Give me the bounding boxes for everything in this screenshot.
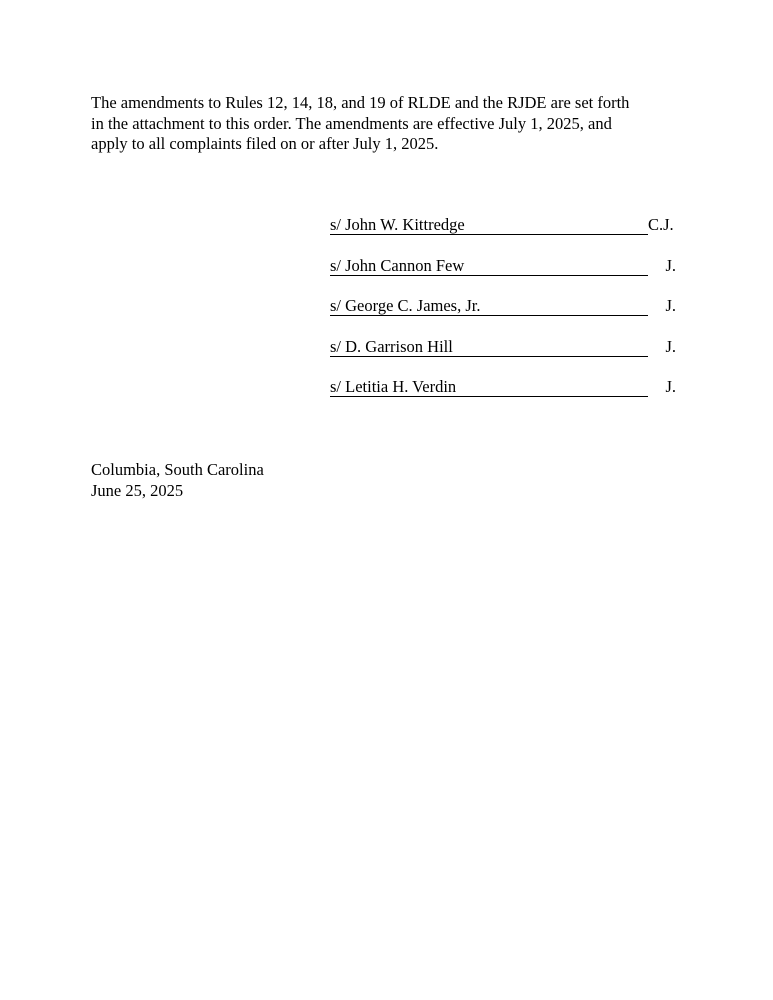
signature-row [330, 296, 682, 316]
signature-name: s/ George C. James, Jr. [330, 296, 648, 316]
order-line-1: The amendments to Rules 12, 14, 18, and 19 of RLDE and the RJDE are set forth [91, 93, 630, 112]
signature-name: s/ John W. Kittredge [330, 215, 648, 235]
signature-row [330, 377, 682, 397]
signature-title: J. [665, 336, 676, 356]
signature-name: s/ John Cannon Few [330, 256, 648, 276]
signature-row [330, 215, 682, 235]
order-line-2: in the attachment to this order. The amendments are effective July 1, 2025, and [91, 113, 612, 133]
date: June 25, 2025 [91, 480, 184, 500]
signature-block [330, 215, 682, 418]
place-date-block [91, 460, 264, 501]
signature-row [330, 256, 682, 276]
signature-title: J. [665, 296, 676, 315]
signature-title: C.J. [648, 215, 674, 234]
signature-name: s/ D. Garrison Hill [330, 337, 648, 357]
signature-title: J. [665, 377, 676, 396]
place: Columbia, South Carolina [91, 460, 264, 479]
signature-row [330, 337, 682, 357]
order-line-3: apply to all complaints filed on or after July 1, 2025. [91, 134, 439, 153]
signature-title: J. [665, 255, 676, 275]
signature-name: s/ Letitia H. Verdin [330, 377, 648, 397]
order-paragraph [91, 93, 691, 155]
